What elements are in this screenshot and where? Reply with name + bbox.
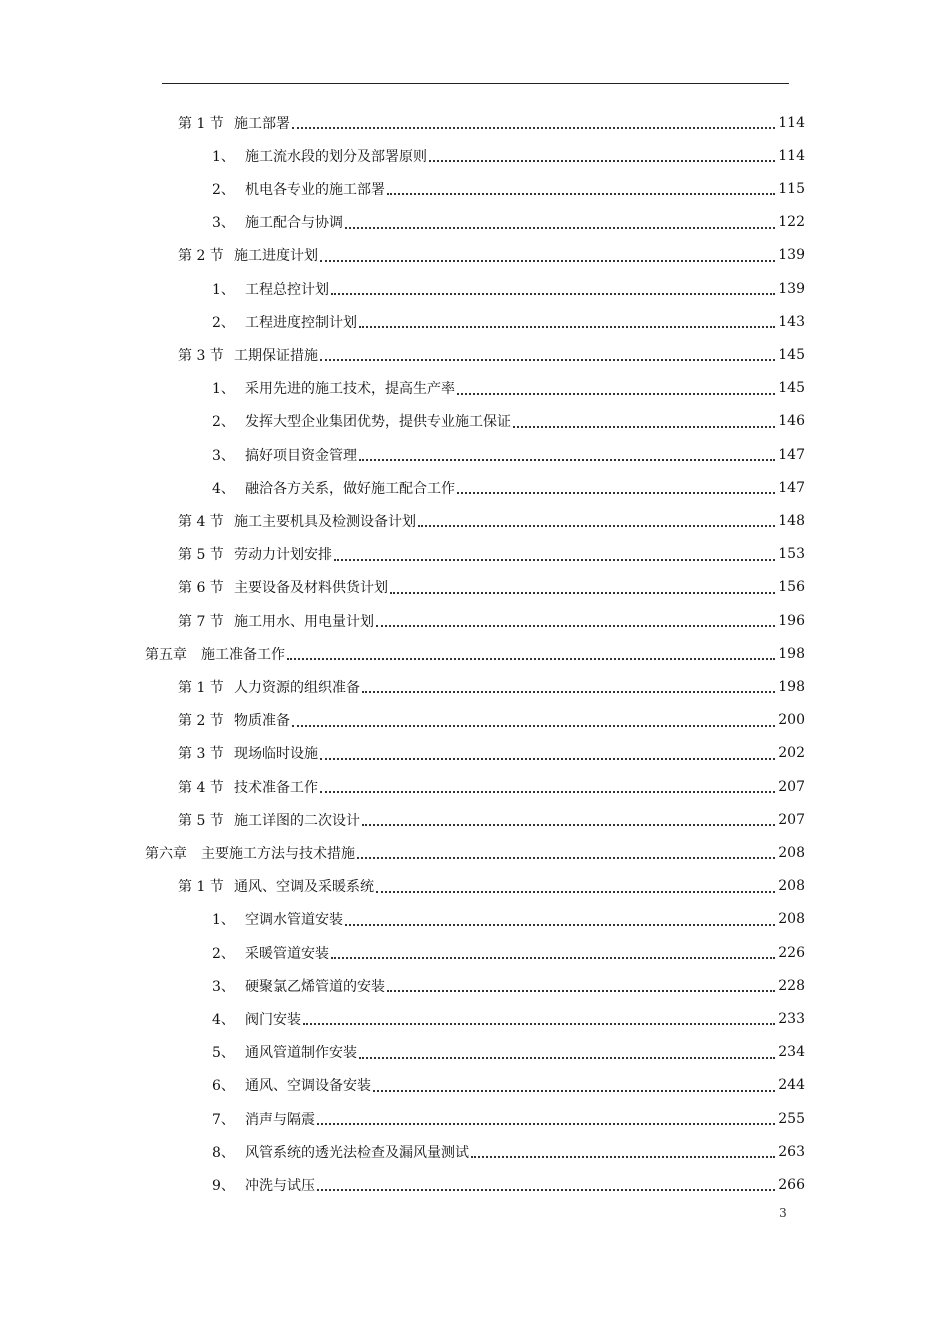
toc-entry-title: 施工流水段的划分及部署原则 — [245, 148, 427, 165]
toc-entry-title: 施工配合与协调 — [245, 215, 343, 232]
toc-entry-title: 采暖管道安装 — [245, 945, 329, 962]
dot-leader — [292, 126, 775, 129]
toc-entry-title: 技术准备工作 — [234, 779, 318, 796]
toc-entry-title: 施工主要机具及检测设备计划 — [234, 513, 416, 530]
dot-leader — [387, 989, 775, 992]
toc-entry-number: 1、 — [212, 381, 235, 398]
toc-entry-page: 198 — [778, 645, 805, 662]
dot-leader — [359, 1056, 775, 1059]
toc-entry-title: 劳动力计划安排 — [234, 547, 332, 564]
toc-entry-page: 145 — [778, 380, 805, 397]
toc-entry-page: 145 — [778, 346, 805, 363]
toc-entry-item[interactable] — [212, 471, 805, 504]
dot-leader — [317, 1188, 775, 1191]
toc-entry-item[interactable] — [212, 1002, 805, 1035]
toc-entry-page: 143 — [778, 313, 805, 330]
toc-entry-page: 115 — [778, 180, 805, 197]
toc-entry-item[interactable] — [212, 1069, 805, 1102]
toc-entry-page: 114 — [778, 147, 805, 164]
toc-entry-item[interactable] — [212, 372, 805, 405]
dot-leader — [320, 259, 775, 262]
toc-entry-number: 3、 — [212, 978, 235, 995]
toc-entry-title: 施工准备工作 — [201, 646, 285, 663]
dot-leader — [376, 890, 775, 893]
toc-entry-number: 4、 — [212, 480, 235, 497]
toc-entry-title: 机电各专业的施工部署 — [245, 181, 385, 198]
toc-entry-item[interactable] — [212, 1102, 805, 1135]
toc-entry-section[interactable] — [178, 571, 805, 604]
toc-entry-number: 9、 — [212, 1177, 235, 1194]
toc-entry-number: 3、 — [212, 215, 235, 232]
dot-leader — [429, 159, 775, 162]
toc-entry-chapter[interactable] — [145, 637, 805, 670]
toc-entry-page: 233 — [778, 1010, 805, 1027]
toc-entry-number: 1、 — [212, 281, 235, 298]
dot-leader — [362, 823, 775, 826]
toc-entry-item[interactable] — [212, 1036, 805, 1069]
toc-entry-number: 2、 — [212, 314, 235, 331]
toc-entry-page: 226 — [778, 944, 805, 961]
toc-entry-section[interactable] — [178, 704, 805, 737]
toc-entry-item[interactable] — [212, 969, 805, 1002]
toc-entry-title: 人力资源的组织准备 — [234, 679, 360, 696]
toc-entry-section[interactable] — [178, 239, 805, 272]
dot-leader — [320, 757, 775, 760]
dot-leader — [387, 192, 775, 195]
toc-entry-number: 第 4 节 — [178, 513, 224, 530]
dot-leader — [320, 358, 775, 361]
toc-entry-section[interactable] — [178, 770, 805, 803]
toc-entry-title: 采用先进的施工技术，提高生产率 — [245, 381, 455, 398]
toc-entry-number: 1、 — [212, 912, 235, 929]
toc-entry-title: 主要设备及材料供货计划 — [234, 580, 388, 597]
toc-entry-title: 现场临时设施 — [234, 746, 318, 763]
toc-entry-title: 工程总控计划 — [245, 281, 329, 298]
toc-entry-number: 6、 — [212, 1078, 235, 1095]
dot-leader — [331, 292, 775, 295]
toc-entry-page: 148 — [778, 512, 805, 529]
toc-entry-title: 发挥大型企业集团优势，提供专业施工保证 — [245, 414, 511, 431]
toc-entry-section[interactable] — [178, 504, 805, 537]
toc-entry-chapter[interactable] — [145, 836, 805, 869]
toc-entry-number: 第 3 节 — [178, 746, 224, 763]
toc-entry-title: 阀门安装 — [245, 1011, 301, 1028]
toc-entry-item[interactable] — [212, 1135, 805, 1168]
toc-entry-section[interactable] — [178, 106, 805, 139]
toc-entry-number: 2、 — [212, 414, 235, 431]
toc-entry-page: 147 — [778, 479, 805, 496]
toc-entry-page: 255 — [778, 1110, 805, 1127]
toc-entry-item[interactable] — [212, 438, 805, 471]
toc-entry-number: 第 5 节 — [178, 812, 224, 829]
dot-leader — [357, 856, 775, 859]
toc-entry-page: 196 — [778, 612, 805, 629]
toc-entry-page: 147 — [778, 446, 805, 463]
dot-leader — [320, 790, 775, 793]
toc-entry-number: 第 1 节 — [178, 679, 224, 696]
toc-entry-number: 第 6 节 — [178, 580, 224, 597]
toc-entry-number: 第 1 节 — [178, 115, 224, 132]
toc-entry-page: 202 — [778, 745, 805, 762]
toc-entry-section[interactable] — [178, 737, 805, 770]
toc-entry-item[interactable] — [212, 936, 805, 969]
toc-entry-title: 施工部署 — [234, 115, 290, 132]
toc-entry-page: 207 — [778, 811, 805, 828]
dot-leader — [418, 524, 775, 527]
toc-entry-page: 234 — [778, 1044, 805, 1061]
toc-entry-page: 244 — [778, 1077, 805, 1094]
toc-entry-title: 消声与隔震 — [245, 1111, 315, 1128]
toc-entry-section[interactable] — [178, 670, 805, 703]
toc-entry-section[interactable] — [178, 538, 805, 571]
toc-entry-item[interactable] — [212, 405, 805, 438]
page-number: 3 — [779, 1206, 787, 1220]
dot-leader — [359, 325, 775, 328]
toc-entry-page: 207 — [778, 778, 805, 795]
toc-entry-number: 第 5 节 — [178, 547, 224, 564]
dot-leader — [471, 1155, 775, 1158]
toc-entry-item[interactable] — [212, 305, 805, 338]
toc-entry-number: 4、 — [212, 1011, 235, 1028]
toc-entry-number: 3、 — [212, 447, 235, 464]
toc-entry-page: 122 — [778, 214, 805, 231]
toc-entry-page: 198 — [778, 678, 805, 695]
toc-entry-title: 冲洗与试压 — [245, 1177, 315, 1194]
toc-entry-page: 200 — [778, 712, 805, 729]
toc-entry-section[interactable] — [178, 604, 805, 637]
toc-entry-title: 空调水管道安装 — [245, 912, 343, 929]
toc-entry-title: 融洽各方关系，做好施工配合工作 — [245, 480, 455, 497]
toc-entry-title: 搞好项目资金管理 — [245, 447, 357, 464]
toc-entry-page: 263 — [778, 1143, 805, 1160]
toc-entry-section[interactable] — [178, 870, 805, 903]
toc-entry-page: 114 — [778, 114, 805, 131]
dot-leader — [317, 1122, 775, 1125]
dot-leader — [359, 458, 775, 461]
toc-entry-page: 208 — [778, 844, 805, 861]
toc-entry-number: 第 2 节 — [178, 248, 224, 265]
dot-leader — [513, 425, 775, 428]
toc-entry-title: 物质准备 — [234, 713, 290, 730]
toc-entry-page: 156 — [778, 579, 805, 596]
dot-leader — [345, 923, 775, 926]
toc-entry-page: 139 — [778, 247, 805, 264]
dot-leader — [376, 624, 775, 627]
dot-leader — [334, 558, 775, 561]
toc-entry-page: 208 — [778, 878, 805, 895]
toc-entry-number: 5、 — [212, 1045, 235, 1062]
toc-entry-page: 146 — [778, 413, 805, 430]
toc-entry-item[interactable] — [212, 139, 805, 172]
dot-leader — [331, 956, 775, 959]
toc-entry-number: 第 4 节 — [178, 779, 224, 796]
toc-entry-page: 153 — [778, 546, 805, 563]
dot-leader — [303, 1022, 775, 1025]
toc-entry-number: 7、 — [212, 1111, 235, 1128]
toc-entry-item[interactable] — [212, 172, 805, 205]
toc-entry-title: 通风、空调及采暖系统 — [234, 879, 374, 896]
toc-entry-number: 第五章 — [145, 646, 187, 663]
toc-entry-title: 施工详图的二次设计 — [234, 812, 360, 829]
dot-leader — [390, 591, 775, 594]
toc-entry-page: 228 — [778, 977, 805, 994]
toc-entry-title: 施工进度计划 — [234, 248, 318, 265]
dot-leader — [457, 491, 775, 494]
toc-entry-number: 2、 — [212, 181, 235, 198]
toc-entry-number: 第 1 节 — [178, 879, 224, 896]
dot-leader — [287, 657, 775, 660]
toc-entry-title: 风管系统的透光法检查及漏风量测试 — [245, 1144, 469, 1161]
dot-leader — [345, 226, 775, 229]
toc-entry-title: 通风管道制作安装 — [245, 1045, 357, 1062]
header-rule — [162, 83, 789, 84]
toc-entry-page: 266 — [778, 1176, 805, 1193]
toc-entry-title: 工期保证措施 — [234, 347, 318, 364]
toc-entry-title: 通风、空调设备安装 — [245, 1078, 371, 1095]
dot-leader — [457, 392, 775, 395]
toc-entry-page: 139 — [778, 280, 805, 297]
dot-leader — [373, 1089, 775, 1092]
toc-entry-number: 第 7 节 — [178, 613, 224, 630]
toc-entry-item[interactable] — [212, 1168, 805, 1201]
toc-entry-number: 第 2 节 — [178, 713, 224, 730]
toc-entry-number: 第六章 — [145, 845, 187, 862]
dot-leader — [292, 724, 775, 727]
toc-entry-title: 施工用水、用电量计划 — [234, 613, 374, 630]
toc-entry-number: 2、 — [212, 945, 235, 962]
toc-entry-number: 第 3 节 — [178, 347, 224, 364]
toc-entry-title: 工程进度控制计划 — [245, 314, 357, 331]
toc-entry-section[interactable] — [178, 338, 805, 371]
toc-entry-title: 主要施工方法与技术措施 — [201, 845, 355, 862]
toc-entry-title: 硬聚氯乙烯管道的安装 — [245, 978, 385, 995]
toc-entry-number: 1、 — [212, 148, 235, 165]
toc-entry-number: 8、 — [212, 1144, 235, 1161]
toc-entry-item[interactable] — [212, 206, 805, 239]
toc-entry-page: 208 — [778, 911, 805, 928]
toc-entry-item[interactable] — [212, 272, 805, 305]
dot-leader — [362, 690, 775, 693]
toc-entry-item[interactable] — [212, 903, 805, 936]
toc-entry-section[interactable] — [178, 803, 805, 836]
